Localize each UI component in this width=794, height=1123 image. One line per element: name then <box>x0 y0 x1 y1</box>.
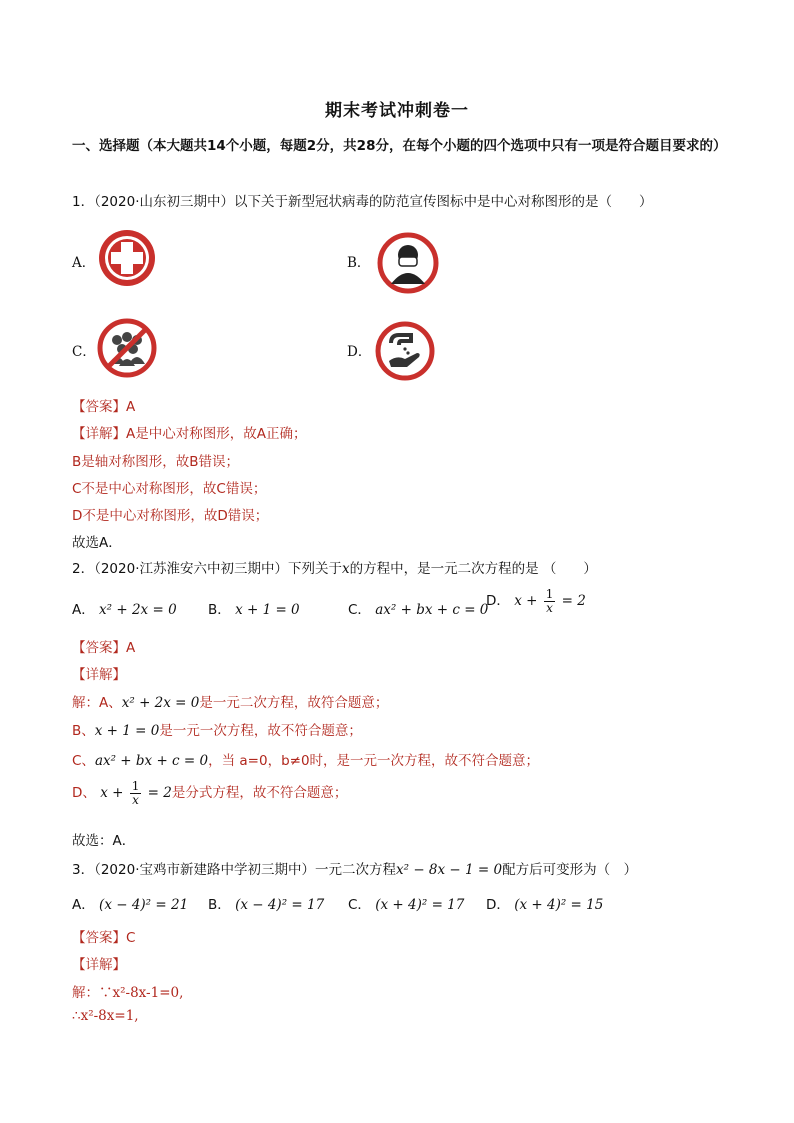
q3-option-c: C． (x + 4)² = 17 <box>348 897 465 913</box>
q2-option-b: B． x + 1 = 0 <box>208 602 300 618</box>
q3-option-d: D． (x + 4)² = 15 <box>486 897 604 913</box>
q3-option-a: A． (x − 4)² = 21 <box>72 897 189 913</box>
q2-option-c: C． ax² + bx + c = 0 <box>348 602 489 618</box>
q2-detail-line-d: D、 x + $\frac{1}{x}$ = 2是分式方程，故不符合题意； <box>72 779 348 807</box>
q2-stem: 2．（2020·江苏淮安六中初三期中）下列关于x的方程中，是一元二次方程的是 （ ） <box>72 561 597 577</box>
q1-conclusion: 故选A． <box>72 535 122 551</box>
q1-detail-line: B是轴对称图形，故B错误； <box>72 454 240 470</box>
q2-detail-line-b: B、x + 1 = 0是一元一次方程，故不符合题意； <box>72 723 362 739</box>
q2-conclusion: 故选：A． <box>72 833 136 849</box>
section-heading: 一、选择题（本大题共14个小题，每题2分，共28分，在每个小题的四个选项中只有一项是符合题目要求的） <box>72 138 727 154</box>
q2-detail-line-c: C、ax² + bx + c = 0，当 a=0，b≠0时，是一元一次方程，故不符合题意； <box>72 753 540 769</box>
q2-detail: 【详解】 <box>72 667 126 683</box>
q1-option-b-label: B． <box>347 255 371 271</box>
q1-option-a-label: A． <box>72 255 96 271</box>
q1-detail-line: C不是中心对称图形，故C错误； <box>72 481 267 497</box>
q3-stem: 3．（2020·宝鸡市新建路中学初三期中）一元二次方程x² − 8x − 1 = 0配方后可变形为（ ） <box>72 862 638 878</box>
q3-option-b: B． (x − 4)² = 17 <box>208 897 325 913</box>
no-crowd-icon <box>97 318 157 378</box>
hand-washing-icon <box>375 321 435 381</box>
q1-option-d-label: D． <box>347 344 372 360</box>
page-title: 期末考试冲刺卷一 <box>325 101 469 121</box>
q2-option-d: D． x + $\frac{1}{x}$ = 2 <box>486 587 586 615</box>
q1-stem: 1．（2020·山东初三期中）以下关于新型冠状病毒的防范宣传图标中是中心对称图形的是（ ） <box>72 194 653 210</box>
q3-detail-line: ∴x²-8x=1, <box>72 1008 139 1024</box>
masked-person-icon <box>377 232 439 294</box>
q2-detail-line-a: 解：A、x² + 2x = 0是一元二次方程，故符合题意； <box>72 695 389 711</box>
q3-detail-line: 解：∵x²-8x-1=0, <box>72 985 184 1001</box>
q3-answer: 【答案】C <box>72 930 136 946</box>
q2-option-a: A． x² + 2x = 0 <box>72 602 177 618</box>
q1-option-c-label: C． <box>72 344 96 360</box>
q1-detail-line: D不是中心对称图形，故D错误； <box>72 508 269 524</box>
red-cross-icon <box>97 228 157 288</box>
q2-answer: 【答案】A <box>72 640 136 656</box>
q3-detail: 【详解】 <box>72 957 126 973</box>
q1-answer: 【答案】A <box>72 399 136 415</box>
q1-detail: 【详解】A是中心对称图形，故A正确； <box>72 426 307 442</box>
